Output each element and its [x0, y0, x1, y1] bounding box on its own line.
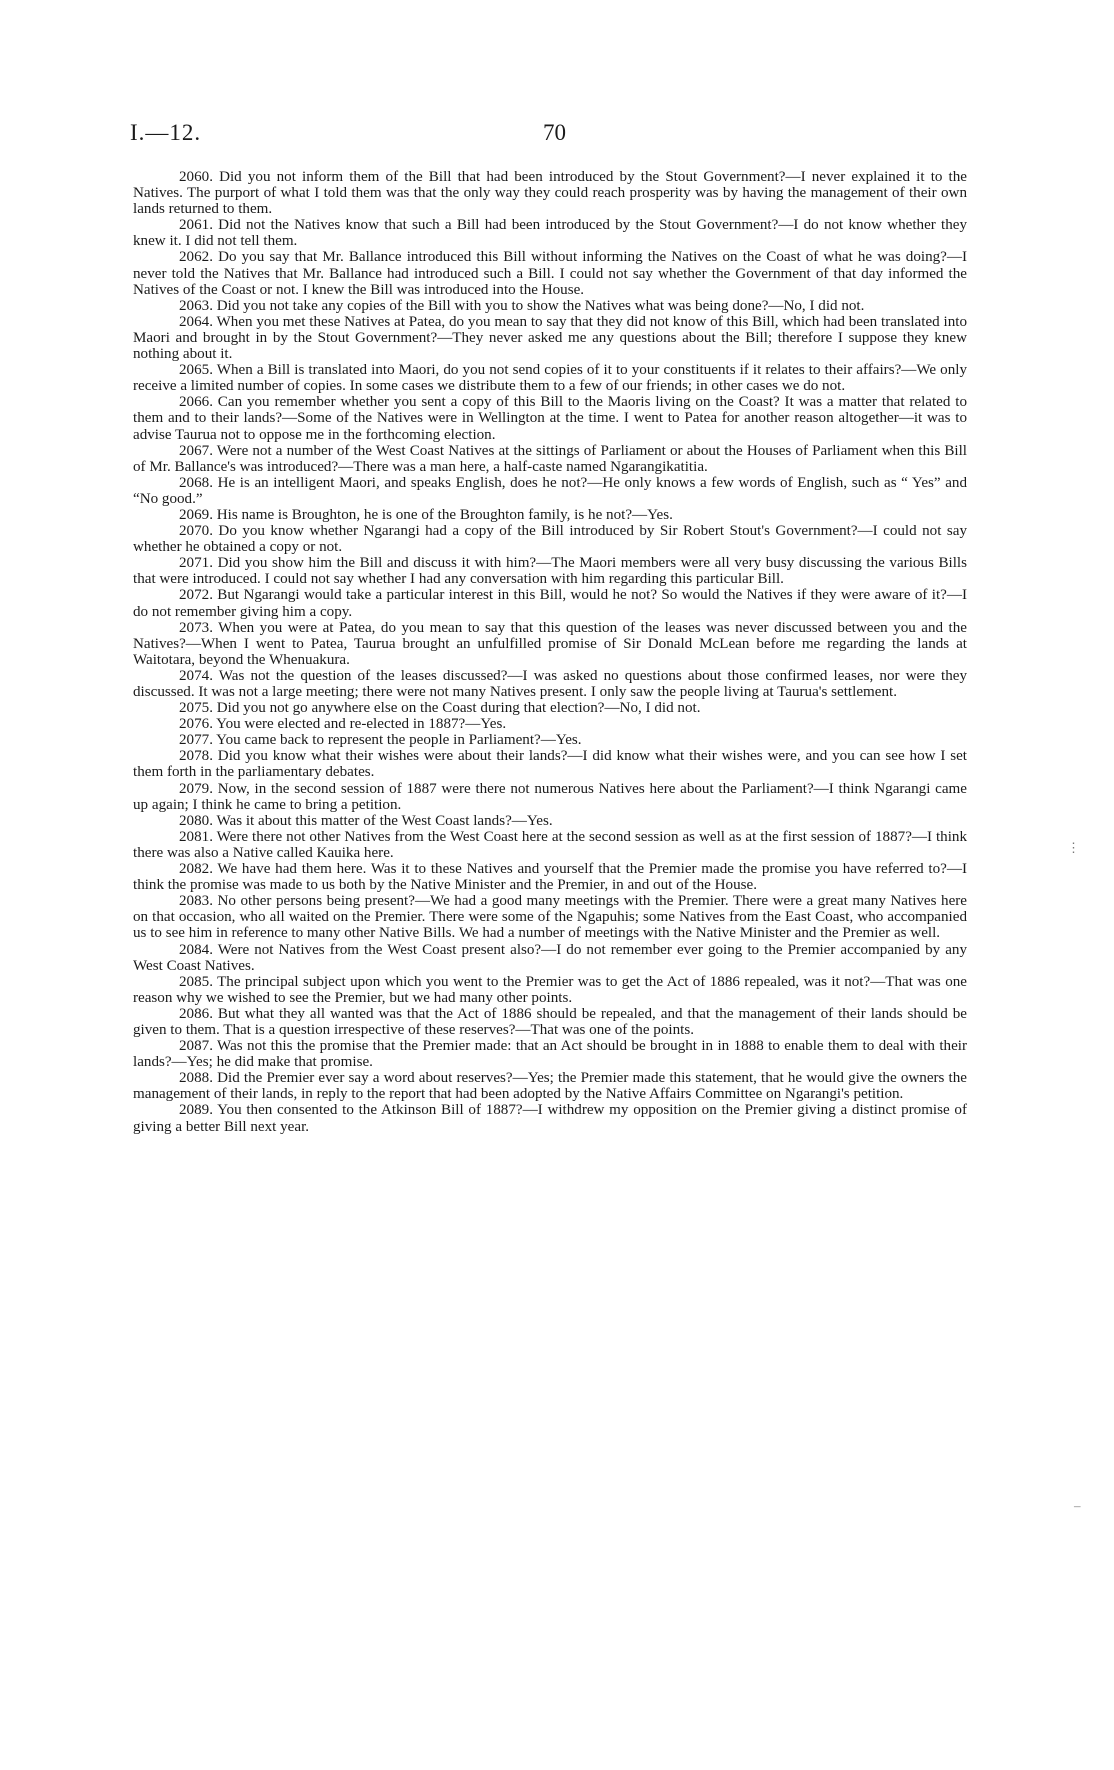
question-answer-paragraph: 2062. Do you say that Mr. Ballance introduced this Bill without informing the Natives on the Coast of what he was doing?—I never told the Natives that Mr. Ballance had introduced such a Bill. I could not say whether the Government of that day informed the Natives of the Coast or not. I knew the Bill was introduced into the House. — [133, 249, 967, 298]
question-answer-paragraph: 2078. Did you know what their wishes were about their lands?—I did know what their wishes were, and you can see how I set them forth in the parliamentary debates. — [133, 748, 967, 781]
document-body — [133, 169, 967, 1135]
question-answer-paragraph: 2068. He is an intelligent Maori, and speaks English, does he not?—He only knows a few words of English, such as “ Yes” and “No good.” — [133, 474, 967, 507]
question-answer-paragraph: 2084. Were not Natives from the West Coast present also?—I do not remember ever going to the Premier accompanied by any West Coast Natives. — [133, 941, 967, 974]
question-answer-paragraph: 2083. No other persons being present?—We had a good many meetings with the Premier. There were a great many Natives here on that occasion, who all waited on the Premier. There were some of the Ngapuhis; some Natives from the East Coast, who accompanied us to see him in reference to many other Native Bills. We had a number of meetings with the Native Minister and the Premier as well. — [133, 893, 967, 942]
question-answer-paragraph: 2085. The principal subject upon which you went to the Premier was to get the Act of 1886 repealed, was it not?—That was one reason why we wished to see the Premier, but we had many other points. — [133, 973, 967, 1006]
question-answer-paragraph: 2089. You then consented to the Atkinson Bill of 1887?—I withdrew my opposition on the Premier giving a distinct promise of giving a better Bill next year. — [133, 1102, 967, 1135]
question-answer-paragraph: 2088. Did the Premier ever say a word about reserves?—Yes; the Premier made this statement, that he would give the owners the management of their lands, in reply to the report that had been adopted by the Native Affairs Committee on Ngarangi's petition. — [133, 1070, 967, 1103]
question-answer-paragraph: 2087. Was not this the promise that the Premier made: that an Act should be brought in in 1888 to enable them to deal with their lands?—Yes; he did make that promise. — [133, 1038, 967, 1071]
scan-artifact-mark: – — [1074, 1498, 1081, 1513]
question-answer-paragraph: 2081. Were there not other Natives from the West Coast here at the second session as well as at the first session of 1887?—I think there was also a Native called Kauika here. — [133, 828, 967, 861]
question-answer-paragraph: 2065. When a Bill is translated into Maori, do you not send copies of it to your constituents if it relates to their affairs?—We only receive a limited number of copies. In some cases we distribute them to a few of our friends; in other cases we do not. — [133, 362, 967, 395]
question-answer-paragraph: 2082. We have had them here. Was it to these Natives and yourself that the Premier made the promise you have referred to?—I think the promise was made to us both by the Native Minister and the Premier, in and out of the House. — [133, 861, 967, 894]
page-number: 70 — [543, 120, 566, 145]
question-answer-paragraph: 2069. His name is Broughton, he is one of the Broughton family, is he not?—Yes. — [179, 506, 673, 523]
question-answer-paragraph: 2086. But what they all wanted was that the Act of 1886 should be repealed, and that the management of their lands should be given to them. That is a question irrespective of these reserves?—That was one of the points. — [133, 1005, 967, 1038]
question-answer-paragraph: 2074. Was not the question of the leases discussed?—I was asked no questions about those confirmed leases, nor were they discussed. It was not a large meeting; there were not many Natives present. I only saw the people living at Taurua's settlement. — [133, 667, 967, 700]
question-answer-paragraph: 2064. When you met these Natives at Patea, do you mean to say that they did not know of this Bill, which had been translated into Maori and brought in by the Stout Government?—They never asked me any questions about the Bill; therefore I suppose they knew nothing about it. — [133, 313, 967, 363]
question-answer-paragraph: 2067. Were not a number of the West Coast Natives at the sittings of Parliament or about the Houses of Parliament when this Bill of Mr. Ballance's was introduced?—There was a man here, a half-caste named Ngarangikatitia. — [133, 442, 967, 475]
question-answer-paragraph: 2080. Was it about this matter of the West Coast lands?—Yes. — [179, 812, 553, 829]
page-header — [130, 120, 980, 150]
question-answer-paragraph: 2073. When you were at Patea, do you mean to say that this question of the leases was never discussed between you and the Natives?—When I went to Patea, Taurua brought an unfulfilled promise of Sir Donald McLean before me regarding the lands at Waitotara, beyond the Whenuakura. — [133, 619, 967, 668]
question-answer-paragraph: 2066. Can you remember whether you sent a copy of this Bill to the Maoris living on the Coast? It was a matter that related to them and to their lands?—Some of the Natives were in Wellington at the time. I went to Patea for another reason altogether—it was to advise Taurua not to oppose me in the forthcoming election. — [133, 394, 967, 443]
question-answer-paragraph: 2070. Do you know whether Ngarangi had a copy of the Bill introduced by Sir Robert Stout's Government?—I could not say whether he obtained a copy or not. — [133, 523, 967, 556]
question-answer-paragraph: 2075. Did you not go anywhere else on the Coast during that election?—No, I did not. — [179, 700, 701, 717]
question-answer-paragraph: 2079. Now, in the second session of 1887 were there not numerous Natives here about the Parliament?—I think Ngarangi came up again; I think he came to bring a petition. — [133, 780, 967, 813]
question-answer-paragraph: 2063. Did you not take any copies of the Bill with you to show the Natives what was being done?—No, I did not. — [179, 297, 865, 314]
scan-artifact-mark: ⋮ — [1067, 840, 1080, 855]
question-answer-paragraph: 2072. But Ngarangi would take a particular interest in this Bill, would he not? So would the Natives if they were aware of it?—I do not remember giving him a copy. — [133, 587, 967, 620]
question-answer-paragraph: 2061. Did not the Natives know that such a Bill had been introduced by the Stout Government?—I do not know whether they knew it. I did not tell them. — [133, 217, 967, 250]
question-answer-paragraph: 2071. Did you show him the Bill and discuss it with him?—The Maori members were all very busy discussing the various Bills that were introduced. I could not say whether I had any conversation with him regarding this particular Bill. — [133, 555, 967, 588]
document-reference: I.—12. — [130, 120, 202, 145]
question-answer-paragraph: 2076. You were elected and re-elected in 1887?—Yes. — [179, 716, 507, 733]
question-answer-paragraph: 2077. You came back to represent the people in Parliament?—Yes. — [179, 732, 582, 749]
question-answer-paragraph: 2060. Did you not inform them of the Bill that had been introduced by the Stout Government?—I never explained it to the Natives. The purport of what I told them was that the only way they could reach prosperity was by having the management of their own lands returned to them. — [133, 169, 967, 218]
